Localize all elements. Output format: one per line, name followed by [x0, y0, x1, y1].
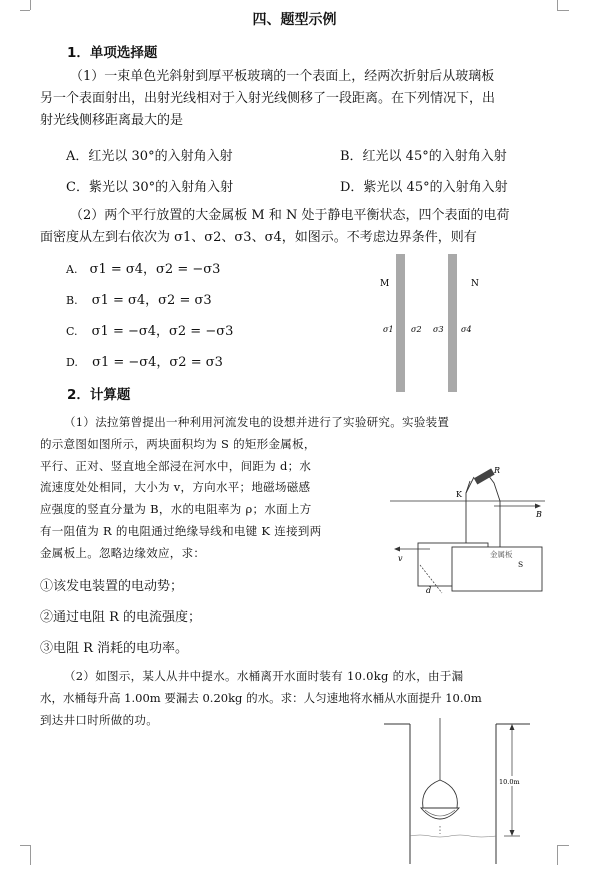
stem-line: 水，水桶每升高 1.00m 要漏去 0.20kg 的水。求：人匀速地将水桶从水面提升 10.0m	[40, 690, 482, 705]
ask-emf: ①该发电装置的电动势；	[40, 579, 184, 594]
option-c	[66, 320, 233, 339]
corner-mark-bottom-left-h	[20, 845, 30, 846]
label-m: M	[380, 279, 390, 289]
option-formula: σ1 = σ4，σ2 = σ3	[91, 293, 212, 308]
bucket-bottom	[421, 808, 459, 819]
corner-mark-bottom-right	[557, 845, 558, 865]
b-field-arrowhead	[535, 504, 541, 509]
stem-line: （1）法拉第曾提出一种利用河流发电的设想并进行了实验研究。实验装置	[64, 415, 450, 429]
page-title: 四、题型示例	[252, 12, 337, 28]
river-generator-figure	[390, 465, 552, 600]
option-label: A.	[66, 263, 78, 276]
label-k: K	[456, 490, 462, 499]
ask-current: ②通过电阻 R 的电流强度；	[40, 610, 202, 625]
option-label: B.	[66, 294, 78, 307]
label-sigma-2: σ2	[411, 325, 422, 334]
stem-line: 的示意图如图所示，两块面积均为 S 的矩形金属板，	[40, 436, 316, 451]
stem-line: （2）两个平行放置的大金属板 M 和 N 处于静电平衡状态，四个表面的电荷	[70, 208, 510, 223]
stem-line: 流速度处处相同，大小为 v，方向水平；地磁场磁感	[40, 480, 311, 495]
option-a	[66, 258, 220, 277]
section-title-calculation: 2．计算题	[67, 387, 131, 403]
corner-mark-bottom-left	[30, 845, 31, 865]
option-formula: σ1 = −σ4，σ2 = −σ3	[91, 324, 234, 339]
label-sigma-1: σ1	[383, 325, 394, 334]
question-1-1-stem	[40, 66, 560, 132]
label-b: B	[536, 510, 542, 519]
stem-line: （2）如图示，某人从井中提水。水桶离开水面时装有 10.0kg 的水，由于漏	[64, 669, 464, 683]
stem-line: 有一阻值为 R 的电阻通过绝缘导线和电键 K 连接到两	[40, 523, 322, 538]
question-2-1-stem	[40, 412, 449, 565]
bucket	[423, 780, 458, 808]
stem-line: 平行、正对、竖直地全部浸在河水中，间距为 d；水	[40, 458, 312, 473]
wire-left	[466, 477, 474, 543]
well-figure	[380, 718, 550, 866]
option-d: D．紫光以 45°的入射角入射	[340, 180, 508, 195]
stem-line: 金属板上。忽略边缘效应，求：	[40, 545, 206, 560]
velocity-arrowhead	[394, 547, 400, 552]
wire-right	[488, 475, 500, 547]
question-1-2-stem	[40, 205, 560, 249]
option-b	[66, 289, 212, 308]
stem-line: （1）一束单色光斜射到厚平板玻璃的一个表面上，经两次折射后从玻璃板	[70, 69, 495, 84]
height-arrow-down	[510, 830, 515, 836]
corner-mark-bottom-right-h	[557, 845, 569, 846]
option-a: A．红光以 30°的入射角入射	[66, 149, 233, 164]
label-sigma-4: σ4	[461, 325, 472, 334]
stem-line: 到达井口时所做的功。	[40, 712, 158, 727]
option-label: C.	[66, 325, 78, 338]
label-sigma-3: σ3	[433, 325, 444, 334]
stem-line: 另一个表面射出，出射光线相对于入射光线侧移了一段距离。在下列情况下，出	[40, 91, 496, 106]
height-label: 10.0m	[499, 778, 520, 786]
ask-power: ③电阻 R 消耗的电功率。	[40, 641, 189, 656]
label-metal-plate: 金属板	[490, 550, 513, 559]
height-arrow-up	[510, 724, 515, 730]
label-d: d	[426, 586, 432, 595]
label-s: S	[518, 560, 524, 569]
option-formula: σ1 = −σ4，σ2 = σ3	[92, 355, 223, 370]
stem-line: 面密度从左到右依次为 σ1、σ2、σ3、σ4，如图示。不考虑边界条件，则有	[40, 230, 477, 245]
plate-m	[396, 254, 405, 392]
section-title-single-choice: 1．单项选择题	[67, 45, 158, 61]
option-c: C．紫光以 30°的入射角入射	[66, 180, 234, 195]
plate-n	[448, 254, 457, 392]
parallel-plates-figure	[370, 252, 490, 394]
option-b: B．红光以 45°的入射角入射	[340, 149, 507, 164]
label-v: v	[398, 554, 403, 563]
label-n: N	[471, 279, 479, 289]
well-water-surface	[410, 835, 496, 837]
option-d	[66, 351, 223, 370]
stem-line: 应强度的竖直分量为 B，水的电阻率为 ρ；水面上方	[40, 502, 312, 517]
label-r: R	[494, 466, 501, 475]
stem-line: 射光线侧移距离最大的是	[40, 113, 184, 128]
resistor-r	[474, 468, 495, 484]
option-label: D.	[66, 356, 78, 369]
option-formula: σ1 = σ4，σ2 = −σ3	[89, 262, 221, 277]
